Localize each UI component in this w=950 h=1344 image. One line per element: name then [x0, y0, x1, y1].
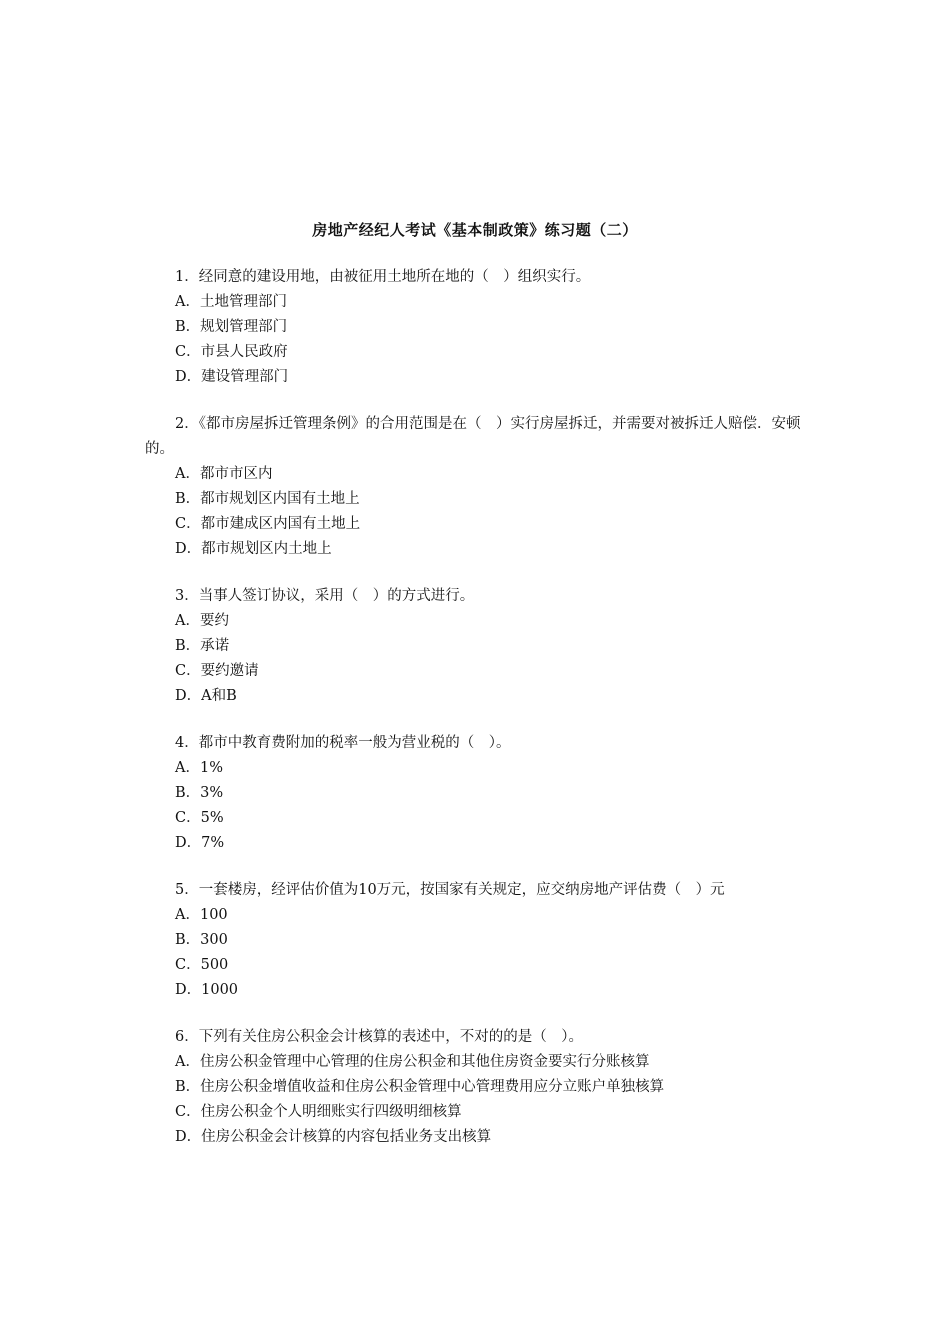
option-a: A．1%	[175, 760, 223, 776]
option-c: C．要约邀请	[175, 663, 259, 679]
question-6	[145, 1025, 820, 1150]
question-2	[145, 412, 820, 562]
question-list	[145, 265, 820, 1172]
option-a: A．土地管理部门	[175, 294, 287, 310]
option-a: A．住房公积金管理中心管理的住房公积金和其他住房资金要实行分账核算	[175, 1054, 650, 1070]
option-b: B．规划管理部门	[175, 319, 288, 335]
question-stem: 6．下列有关住房公积金会计核算的表述中，不对的的是（ ）。	[175, 1029, 583, 1045]
option-c: C．5%	[175, 810, 224, 826]
question-stem: 3．当事人签订协议，采用（ ）的方式进行。	[175, 588, 475, 604]
option-c: C．都市建成区内国有土地上	[175, 516, 361, 532]
option-c: C．住房公积金个人明细账实行四级明细核算	[175, 1104, 462, 1120]
option-b: B．都市规划区内国有土地上	[175, 491, 360, 507]
question-stem: 2．《都市房屋拆迁管理条例》的合用范围是在（ ）实行房屋拆迁，并需要对被拆迁人赔偿．安顿的。	[145, 416, 801, 457]
question-stem: 1．经同意的建设用地，由被征用土地所在地的（ ）组织实行。	[175, 269, 591, 285]
option-d: D．A和B	[175, 688, 237, 704]
option-d: D．1000	[175, 982, 239, 998]
option-d: D．都市规划区内土地上	[175, 541, 332, 557]
document-title: 房地产经纪人考试《基本制政策》练习题（二）	[312, 221, 638, 239]
question-stem: 4．都市中教育费附加的税率一般为营业税的（ ）。	[175, 735, 511, 751]
question-5	[145, 878, 820, 1003]
option-c: C．市县人民政府	[175, 344, 288, 360]
option-a: A．100	[175, 907, 228, 923]
option-b: B．住房公积金增值收益和住房公积金管理中心管理费用应分立账户单独核算	[175, 1079, 665, 1095]
option-d: D．住房公积金会计核算的内容包括业务支出核算	[175, 1129, 492, 1145]
option-d: D．建设管理部门	[175, 369, 289, 385]
question-4	[145, 731, 820, 856]
option-c: C．500	[175, 957, 229, 973]
option-d: D．7%	[175, 835, 225, 851]
question-stem: 5．一套楼房，经评估价值为10万元，按国家有关规定，应交纳房地产评估费（ ）元	[175, 882, 725, 898]
option-b: B．300	[175, 932, 228, 948]
option-b: B．3%	[175, 785, 224, 801]
option-b: B．承诺	[175, 638, 230, 654]
question-3	[145, 584, 820, 709]
option-a: A．都市市区内	[175, 466, 273, 482]
option-a: A．要约	[175, 613, 229, 629]
question-1	[145, 265, 820, 390]
